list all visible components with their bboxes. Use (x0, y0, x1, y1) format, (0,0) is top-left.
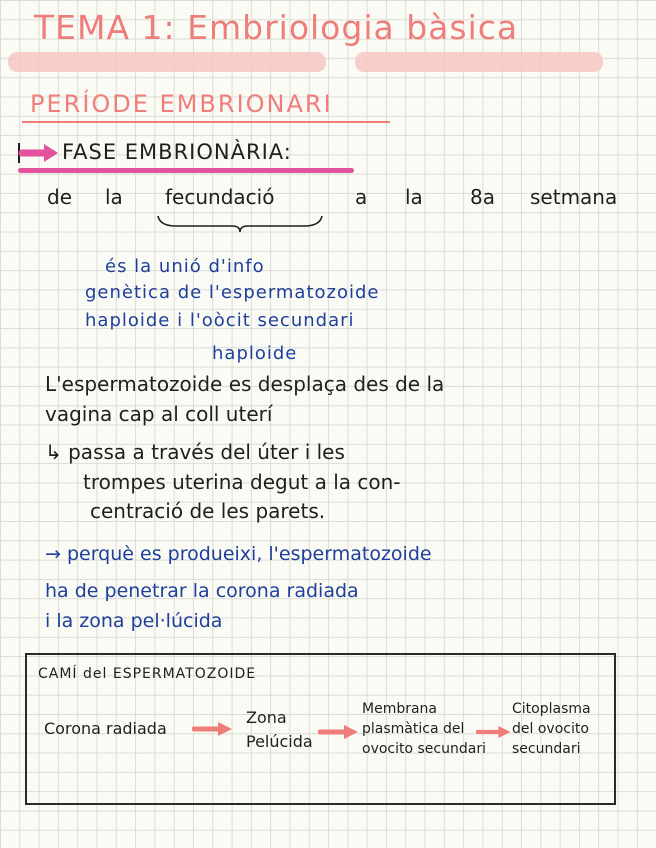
flow-step-label: ovocito secundari (362, 741, 486, 757)
phase-label: FASE EMBRIONÀRIA: (62, 140, 292, 164)
arrow-right-icon (192, 719, 236, 739)
word: setmana (530, 185, 618, 209)
flow-step-label: secundari (512, 741, 581, 757)
word: a (355, 185, 368, 209)
word: de (47, 185, 72, 209)
flow-step-label: Corona radiada (44, 719, 167, 738)
arrow-right-icon (476, 722, 514, 742)
body-line: L'espermatozoide es desplaça des de la (45, 372, 445, 396)
flow-step-corona (44, 719, 167, 739)
word-fecundacio: fecundació (165, 185, 275, 209)
box-header: CAMÍ del ESPERMATOZOIDE (38, 666, 257, 682)
definition-line: haploide i l'oòcit secundari (85, 310, 355, 331)
definition-line: genètica de l'espermatozoide (85, 282, 380, 303)
arrow-right-icon (18, 141, 62, 165)
definition-line: haploide (212, 343, 298, 364)
note-line: → perquè es produeixi, l'espermatozoide (45, 543, 432, 565)
body-line: centració de les parets. (90, 499, 326, 523)
flow-step-label: plasmàtica del (362, 721, 465, 737)
subtitle-underline (22, 121, 390, 123)
word: la (105, 185, 123, 209)
flow-step-label: Membrana (362, 701, 438, 717)
flow-step-zona (246, 706, 313, 754)
arrow-right-icon (318, 722, 362, 742)
word: 8a (470, 185, 495, 209)
body-line: ↳ passa a través del úter i les (45, 440, 345, 464)
flow-step-label: del ovocito (512, 721, 589, 737)
phase-underline (18, 168, 354, 173)
flow-step-label: Zona (246, 708, 287, 727)
note-line: i la zona pel·lúcida (45, 610, 223, 632)
definition-line: és la unió d'info (105, 256, 265, 277)
flow-step-label: Citoplasma (512, 701, 591, 717)
page-title: TEMA 1: Embriologia bàsica (34, 8, 519, 47)
title-highlight-right (355, 52, 603, 72)
title-highlight-left (8, 52, 326, 72)
section-subtitle: PERÍODE EMBRIONARI (30, 90, 333, 118)
flow-step-membrana (362, 699, 486, 759)
body-line: vagina cap al coll uterí (45, 402, 273, 426)
flow-step-citoplasma (512, 699, 591, 759)
body-line: trompes uterina degut a la con- (83, 470, 401, 494)
flow-step-label: Pelúcida (246, 732, 313, 751)
underbrace-icon (156, 214, 324, 234)
word: la (405, 185, 423, 209)
note-line: ha de penetrar la corona radiada (45, 580, 359, 602)
